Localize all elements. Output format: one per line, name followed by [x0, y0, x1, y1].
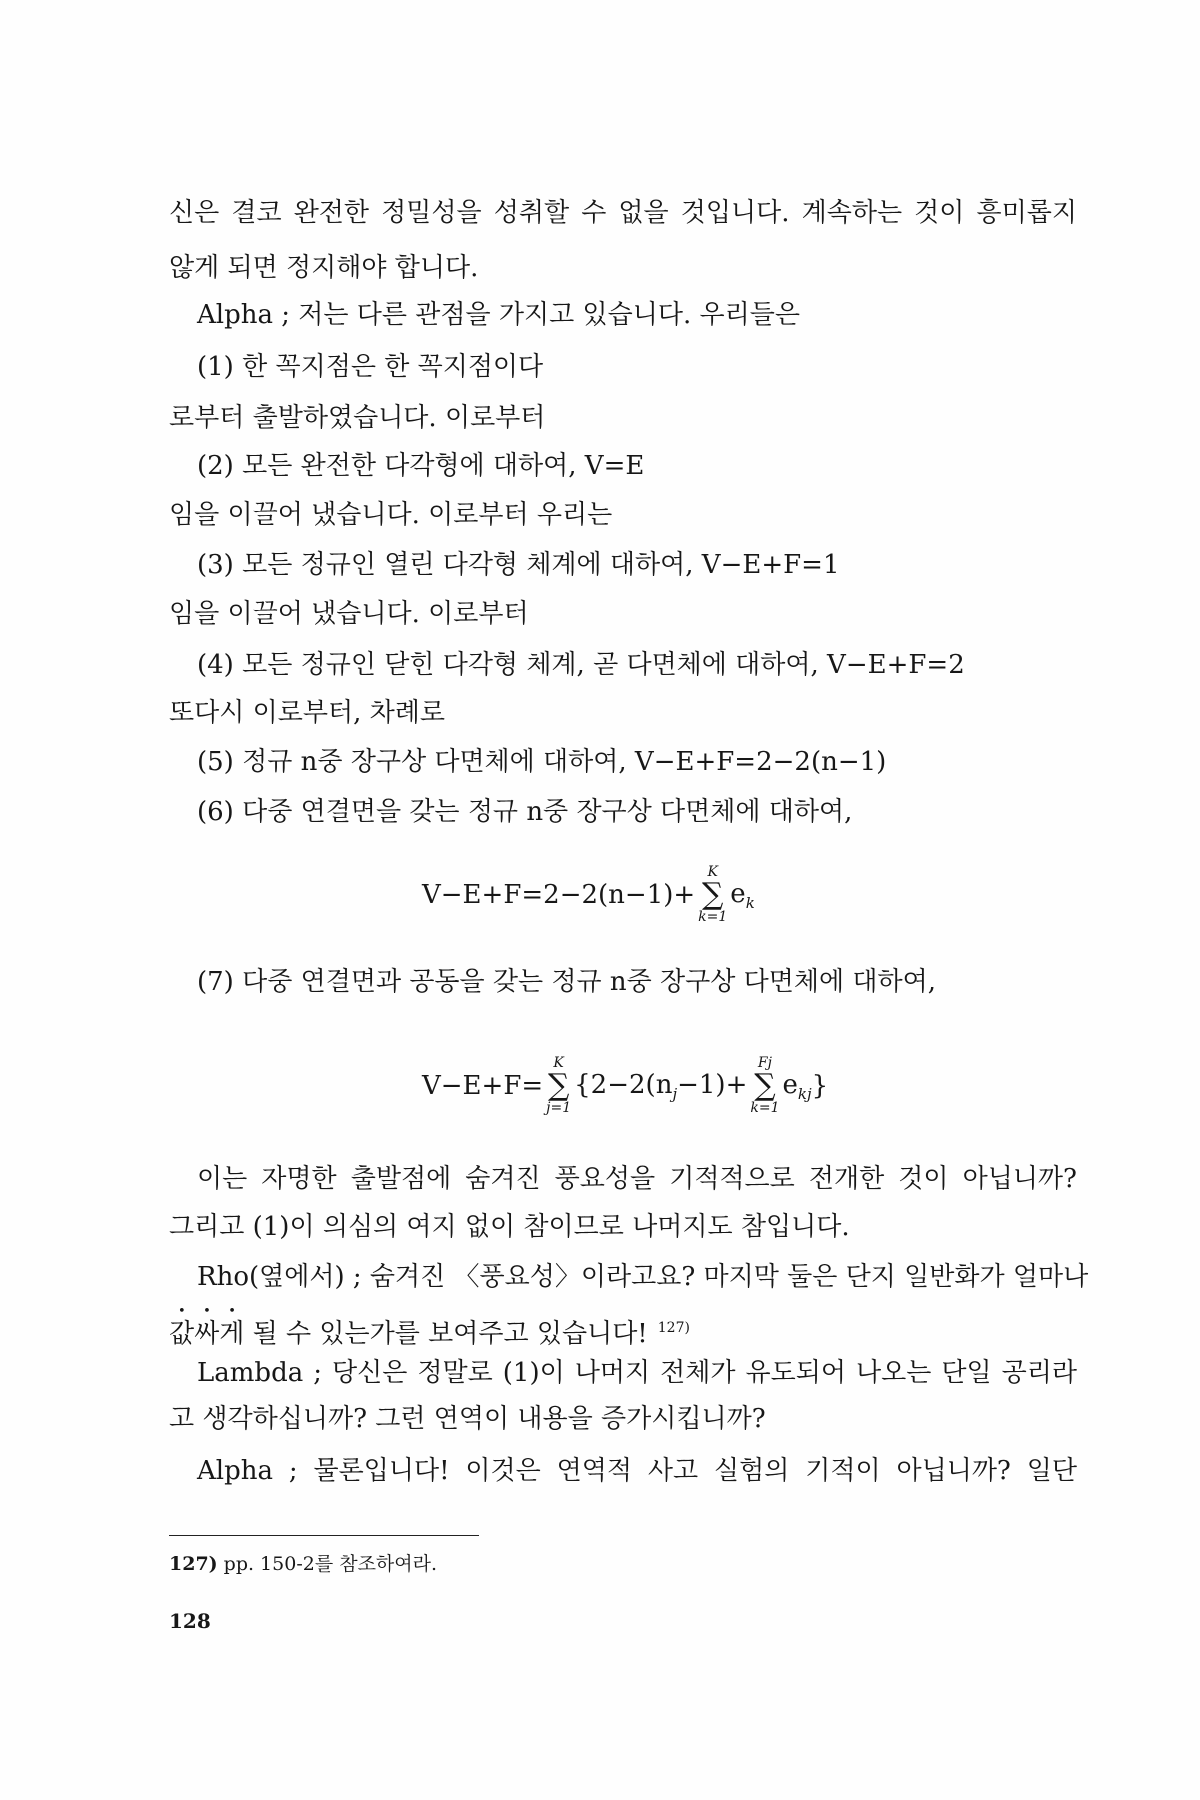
sum-lower-limit: j=1	[546, 1100, 572, 1116]
body-line: 로부터 출발하였습니다. 이로부터	[169, 403, 546, 433]
sum-symbol: ∑	[754, 1068, 776, 1103]
body-line-emphasis	[169, 1304, 1077, 1351]
speaker-line-alpha: Alpha ; 저는 다른 관점을 가지고 있습니다. 우리들은	[197, 300, 800, 330]
sum-symbol: ∑	[547, 1068, 570, 1103]
body-line: 신은 결코 완전한 정밀성을 성취할 수 없을 것입니다. 계속하는 것이 흥미롭지	[169, 198, 1077, 228]
formula-term	[783, 1070, 812, 1103]
proposition-6: (6) 다중 연결면을 갖는 정규 n중 장구상 다면체에 대하여,	[197, 797, 853, 827]
speaker-line-alpha: Alpha ; 물론입니다! 이것은 연역적 사고 실험의 기적이 아닙니까? 일단	[197, 1456, 1077, 1486]
proposition-1: (1) 한 꼭지점은 한 꼭지점이다	[197, 352, 544, 382]
footnote-number: 127)	[169, 1553, 218, 1575]
formula-lhs: V−E+F=	[422, 1071, 544, 1101]
summation-outer	[546, 1056, 571, 1116]
body-line: 이는 자명한 출발점에 숨겨진 풍요성을 기적적으로 전개한 것이 아닙니까?	[197, 1164, 1077, 1194]
body-line: 임을 이끌어 냈습니다. 이로부터 우리는	[169, 500, 613, 530]
proposition-3: (3) 모든 정규인 열린 다각형 체계에 대하여, V−E+F=1	[197, 550, 840, 580]
sum-upper-limit: K	[707, 864, 718, 880]
proposition-7: (7) 다중 연결면과 공동을 갖는 정규 n중 장구상 다면체에 대하여,	[197, 967, 937, 997]
formula-proposition-7	[422, 1056, 828, 1116]
page-number: 128	[169, 1609, 211, 1633]
body-line: 않게 되면 정지해야 합니다.	[169, 253, 479, 283]
sum-lower-limit: k=1	[750, 1100, 780, 1116]
footnote-divider	[169, 1535, 479, 1536]
speaker-line-rho: Rho(옆에서) ; 숨겨진 〈풍요성〉이라고요? 마지막 둘은 단지 일반화가 얼마나	[197, 1262, 1089, 1292]
formula-bracket-term	[574, 1070, 747, 1103]
footnote-reference: 127)	[657, 1320, 690, 1336]
proposition-4: (4) 모든 정규인 닫힌 다각형 체계, 곧 다면체에 대하여, V−E+F=2	[197, 650, 965, 680]
n-subscript: j	[672, 1084, 678, 1103]
sum-upper-limit: K	[553, 1055, 564, 1071]
term-subscript: k	[745, 893, 755, 912]
sum-symbol: ∑	[702, 877, 724, 912]
line-text: 될 수 있는가를 보여주고 있습니다!	[244, 1319, 648, 1349]
formula-proposition-6	[422, 865, 755, 925]
body-line: 고 생각하십니까? 그런 연역이 내용을 증가시킵니까?	[169, 1404, 766, 1434]
term-base: e	[730, 878, 746, 909]
bracket-open: {2−2(n	[574, 1069, 673, 1100]
term-base: e	[782, 1069, 798, 1100]
bracket-close: }	[811, 1071, 829, 1101]
bracket-mid: −1)+	[677, 1069, 748, 1100]
term-subscript: kj	[797, 1084, 812, 1103]
sum-lower-limit: k=1	[698, 909, 728, 925]
body-line: 또다시 이로부터, 차례로	[169, 698, 445, 728]
footnote-text: pp. 150-2를 참조하여라.	[223, 1553, 438, 1575]
summation-inner	[750, 1056, 779, 1116]
proposition-5: (5) 정규 n중 장구상 다면체에 대하여, V−E+F=2−2(n−1)	[197, 747, 887, 777]
emphasized-word: 값싸게	[169, 1319, 245, 1349]
formula-lhs: V−E+F=2−2(n−1)+	[422, 880, 696, 910]
formula-term	[730, 879, 754, 912]
footnote	[169, 1551, 437, 1577]
body-line: 그리고 (1)이 의심의 여지 없이 참이므로 나머지도 참입니다.	[169, 1212, 850, 1242]
speaker-line-lambda: Lambda ; 당신은 정말로 (1)이 나머지 전체가 유도되어 나오는 단일 공리라	[197, 1358, 1077, 1388]
body-line: 임을 이끌어 냈습니다. 이로부터	[169, 599, 529, 629]
sum-upper-limit: Fj	[757, 1055, 772, 1071]
proposition-2: (2) 모든 완전한 다각형에 대하여, V=E	[197, 451, 645, 481]
summation	[698, 865, 727, 925]
